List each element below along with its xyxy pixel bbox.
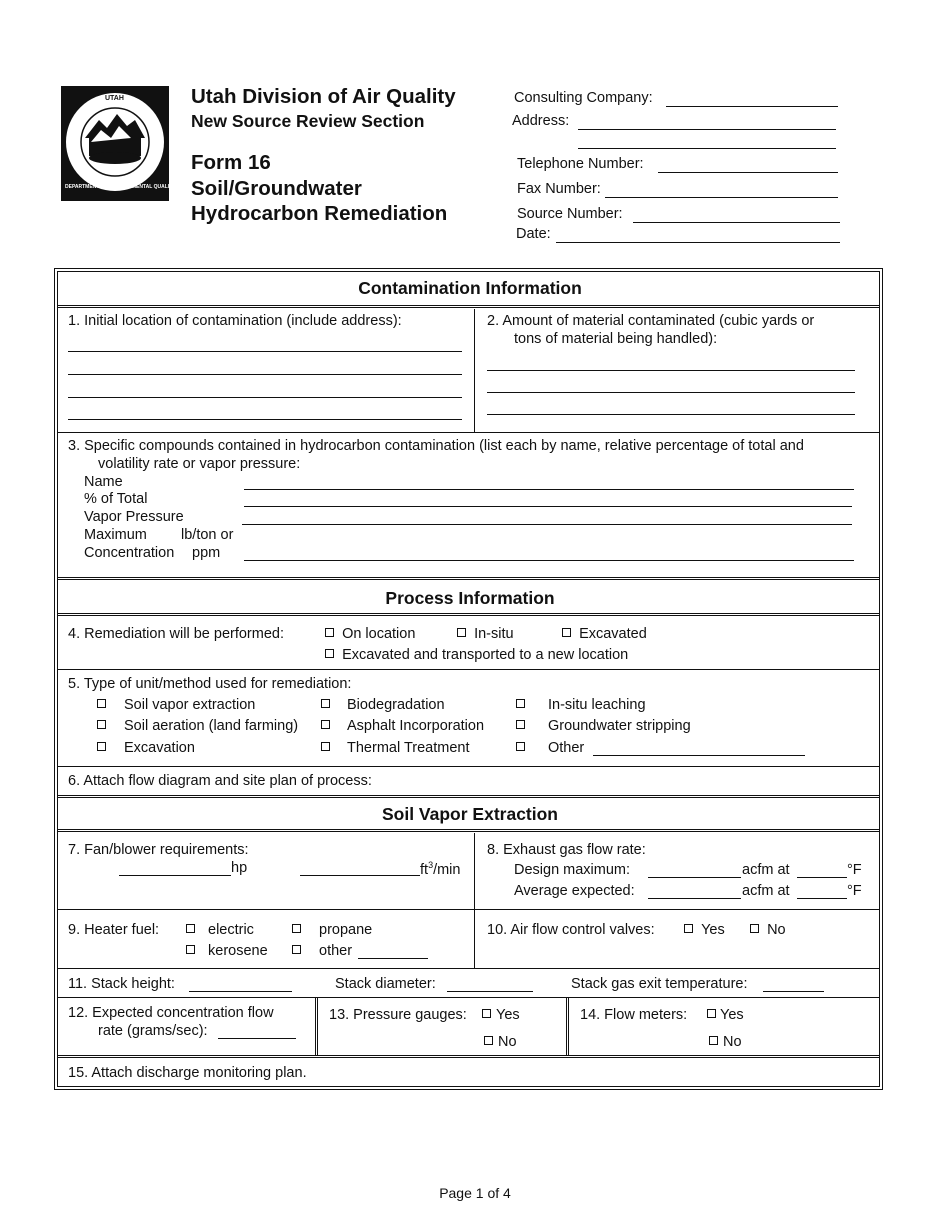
source-field[interactable] xyxy=(633,222,840,223)
q8-design-field[interactable] xyxy=(648,877,741,878)
q11-diameter-field[interactable] xyxy=(447,991,533,992)
q8-design-unit: °F xyxy=(847,862,862,878)
vapor-label: Vapor Pressure xyxy=(84,509,184,525)
process-heading: Process Information xyxy=(385,588,555,608)
divider xyxy=(474,309,475,432)
checkbox[interactable] xyxy=(325,649,334,658)
form-title-1: Soil/Groundwater xyxy=(191,177,362,200)
telephone-field[interactable] xyxy=(658,172,838,173)
q11-height-field[interactable] xyxy=(189,991,292,992)
option-label: other xyxy=(319,943,353,959)
option-label: propane xyxy=(319,922,373,938)
option-label: No xyxy=(767,922,786,938)
checkbox[interactable] xyxy=(684,924,693,933)
q4-transported[interactable] xyxy=(325,647,628,663)
checkbox[interactable] xyxy=(516,720,525,729)
company-field[interactable] xyxy=(666,106,838,107)
ppm-label: ppm xyxy=(192,545,221,561)
lbton-label: lb/ton or xyxy=(181,527,234,543)
divider xyxy=(566,998,569,1056)
option-label: Soil aeration (land farming) xyxy=(124,718,299,734)
checkbox[interactable] xyxy=(457,628,466,637)
contamination-heading: Contamination Information xyxy=(358,278,582,298)
divider xyxy=(474,833,475,968)
name-label: Name xyxy=(84,474,123,490)
divider xyxy=(57,305,880,308)
option-label: No xyxy=(498,1034,517,1050)
q13-no[interactable] xyxy=(484,1034,517,1050)
option-label: In-situ xyxy=(474,626,514,642)
q1-line-1[interactable] xyxy=(68,351,462,352)
q14-no[interactable] xyxy=(709,1034,742,1050)
checkbox[interactable] xyxy=(292,924,301,933)
address-label: Address: xyxy=(512,113,570,129)
checkbox[interactable] xyxy=(97,699,106,708)
q1-label: 1. Initial location of contamination (include address): xyxy=(68,313,402,329)
option-label: Yes xyxy=(701,922,725,938)
q3-label-2: volatility rate or vapor pressure: xyxy=(98,456,301,472)
option-label: electric xyxy=(208,922,254,938)
checkbox[interactable] xyxy=(482,1009,491,1018)
conc-label: Concentration xyxy=(84,545,175,561)
q5-asphalt[interactable] xyxy=(321,718,485,734)
divider xyxy=(57,766,880,767)
q7-hp-field[interactable] xyxy=(119,875,231,876)
q8-avg-temp[interactable] xyxy=(797,898,847,899)
q6-label: 6. Attach flow diagram and site plan of process: xyxy=(68,773,372,789)
max-label: Maximum xyxy=(84,527,147,543)
divider xyxy=(57,829,880,832)
option-label: No xyxy=(723,1034,742,1050)
divider xyxy=(57,795,880,798)
divider xyxy=(57,968,880,969)
option-label: Other xyxy=(548,740,585,756)
q5-groundwater-stripping[interactable] xyxy=(516,718,691,734)
q13-yes[interactable] xyxy=(482,1007,520,1023)
q12-field[interactable] xyxy=(218,1038,296,1039)
q9-other[interactable] xyxy=(292,943,353,959)
q2-line-3[interactable] xyxy=(487,414,855,415)
checkbox[interactable] xyxy=(321,742,330,751)
q8-design-label: Design maximum: xyxy=(514,862,631,878)
option-label: Yes xyxy=(496,1007,520,1023)
date-label: Date: xyxy=(516,226,551,242)
q11-temp-field[interactable] xyxy=(763,991,824,992)
q7-hp-unit: hp xyxy=(231,860,248,876)
option-label: Soil vapor extraction xyxy=(124,697,256,713)
divider xyxy=(57,577,880,580)
divider xyxy=(57,909,880,910)
q7-flow-unit xyxy=(420,860,460,878)
address-field-2[interactable] xyxy=(578,148,836,149)
q1-line-2[interactable] xyxy=(68,374,462,375)
option-label: Asphalt Incorporation xyxy=(347,718,485,734)
q8-avg-label: Average expected: xyxy=(514,883,635,899)
company-label: Consulting Company: xyxy=(514,90,653,106)
name-field[interactable] xyxy=(244,489,854,490)
seal-text-ring: DEPARTMENT OF ENVIRONMENTAL QUALITY xyxy=(65,184,176,190)
q2-label-2: tons of material being handled): xyxy=(514,331,718,347)
q5-in-situ-leaching[interactable] xyxy=(516,697,646,713)
form-title-2: Hydrocarbon Remediation xyxy=(191,202,448,225)
checkbox[interactable] xyxy=(97,742,106,751)
checkbox[interactable] xyxy=(97,720,106,729)
q2-line-2[interactable] xyxy=(487,392,855,393)
section-name: New Source Review Section xyxy=(191,111,425,131)
fax-field[interactable] xyxy=(605,197,838,198)
q4-in-situ[interactable] xyxy=(457,626,514,642)
per-min-label: /min xyxy=(433,861,461,878)
divider xyxy=(57,613,880,616)
pct-label: % of Total xyxy=(84,491,148,507)
option-label: kerosene xyxy=(208,943,268,959)
q9-propane[interactable] xyxy=(292,922,373,938)
option-label: Excavated and transported to a new location xyxy=(342,647,629,663)
q10-label: 10. Air flow control valves: xyxy=(487,922,655,938)
address-field[interactable] xyxy=(578,129,836,130)
divider xyxy=(57,669,880,670)
q5-soil-aeration[interactable] xyxy=(97,718,299,734)
option-label: Excavation xyxy=(124,740,195,756)
q11-diameter-label: Stack diameter: xyxy=(335,976,436,992)
form-number: Form 16 xyxy=(191,151,271,174)
pct-field[interactable] xyxy=(244,506,852,507)
q14-label: 14. Flow meters: xyxy=(580,1007,688,1023)
q10-no[interactable] xyxy=(750,922,786,938)
vapor-field[interactable] xyxy=(242,524,852,525)
divider xyxy=(57,432,880,433)
divider xyxy=(57,1055,880,1058)
q1-line-4[interactable] xyxy=(68,419,462,420)
date-field[interactable] xyxy=(556,242,840,243)
q4-excavated[interactable] xyxy=(562,626,647,642)
divider xyxy=(315,998,318,1056)
checkbox[interactable] xyxy=(186,945,195,954)
q9-kerosene[interactable] xyxy=(186,943,268,959)
checkbox[interactable] xyxy=(321,699,330,708)
q5-other[interactable] xyxy=(516,740,585,756)
q8-avg-unit: °F xyxy=(847,883,862,899)
q11-height-label: 11. Stack height: xyxy=(68,976,175,992)
checkbox[interactable] xyxy=(186,924,195,933)
ft-label: ft xyxy=(420,861,429,878)
option-label: Excavated xyxy=(579,626,647,642)
checkbox[interactable] xyxy=(516,742,525,751)
checkbox[interactable] xyxy=(516,699,525,708)
q4-on-location[interactable] xyxy=(325,626,415,642)
q9-label: 9. Heater fuel: xyxy=(68,922,160,938)
q5-biodegradation[interactable] xyxy=(321,697,445,713)
q5-soil-vapor[interactable] xyxy=(97,697,256,713)
q2-label-1: 2. Amount of material contaminated (cubic yards or xyxy=(487,313,815,329)
checkbox[interactable] xyxy=(484,1036,493,1045)
q15-label: 15. Attach discharge monitoring plan. xyxy=(68,1065,307,1081)
option-label: On location xyxy=(342,626,416,642)
q4-label: 4. Remediation will be performed: xyxy=(68,626,284,642)
cube-sup: 3 xyxy=(428,860,434,870)
option-label: Groundwater stripping xyxy=(548,718,691,734)
q8-avg-acfm: acfm at xyxy=(742,883,790,899)
option-label: In-situ leaching xyxy=(548,697,646,713)
checkbox[interactable] xyxy=(562,628,571,637)
q7-flow-field[interactable] xyxy=(300,875,420,876)
q11-temp-label: Stack gas exit temperature: xyxy=(571,976,748,992)
sve-heading: Soil Vapor Extraction xyxy=(381,804,559,824)
seal-text-top: UTAH xyxy=(105,95,124,102)
q5-label: 5. Type of unit/method used for remediation: xyxy=(68,676,352,692)
q12-label-2: rate (grams/sec): xyxy=(98,1023,208,1039)
checkbox[interactable] xyxy=(325,628,334,637)
q8-avg-field[interactable] xyxy=(648,898,741,899)
checkbox[interactable] xyxy=(292,945,301,954)
q13-label: 13. Pressure gauges: xyxy=(329,1007,467,1023)
q8-design-temp[interactable] xyxy=(797,877,847,878)
q14-yes[interactable] xyxy=(707,1007,744,1023)
checkbox[interactable] xyxy=(707,1009,716,1018)
option-label: Biodegradation xyxy=(347,697,445,713)
q8-label: 8. Exhaust gas flow rate: xyxy=(487,842,646,858)
checkbox[interactable] xyxy=(709,1036,718,1045)
q9-other-field[interactable] xyxy=(358,958,428,959)
q9-electric[interactable] xyxy=(186,922,254,938)
q5-excavation[interactable] xyxy=(97,740,195,756)
q5-thermal[interactable] xyxy=(321,740,470,756)
q3-label-1: 3. Specific compounds contained in hydrocarbon contamination (list each by name, relative percentage of total and xyxy=(68,438,804,454)
q5-other-field[interactable] xyxy=(593,755,805,756)
q8-design-acfm: acfm at xyxy=(742,862,790,878)
fax-label: Fax Number: xyxy=(517,181,601,197)
telephone-label: Telephone Number: xyxy=(517,156,644,172)
checkbox[interactable] xyxy=(321,720,330,729)
q2-line-1[interactable] xyxy=(487,370,855,371)
page-number: Page 1 of 4 xyxy=(439,1185,511,1201)
option-label: Yes xyxy=(720,1007,744,1023)
option-label: Thermal Treatment xyxy=(347,740,470,756)
q12-label-1: 12. Expected concentration flow xyxy=(68,1005,274,1021)
conc-field[interactable] xyxy=(244,560,854,561)
q7-label: 7. Fan/blower requirements: xyxy=(68,842,249,858)
q1-line-3[interactable] xyxy=(68,397,462,398)
checkbox[interactable] xyxy=(750,924,759,933)
q10-yes[interactable] xyxy=(684,922,725,938)
divider xyxy=(57,997,880,998)
source-label: Source Number: xyxy=(517,206,623,222)
agency-name: Utah Division of Air Quality xyxy=(191,85,456,108)
